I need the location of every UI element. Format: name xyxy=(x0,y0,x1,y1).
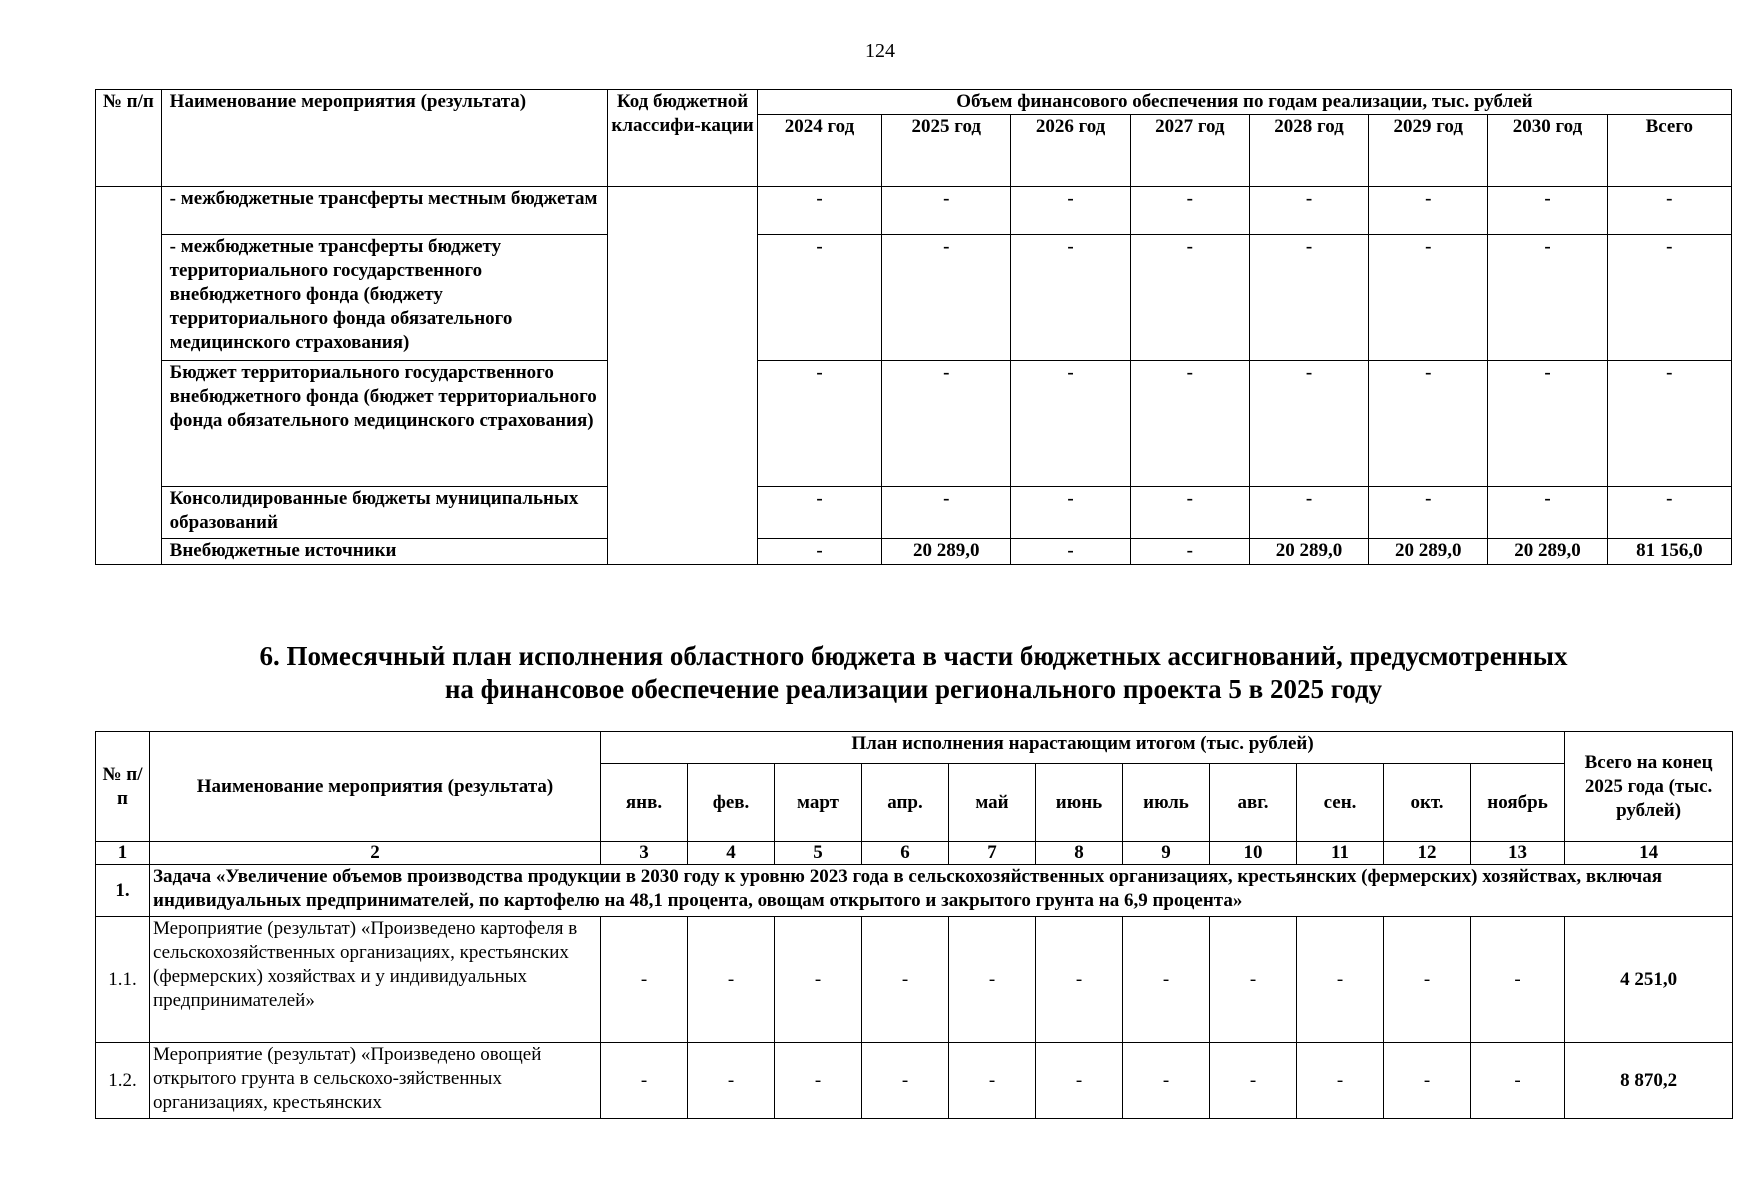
column-number: 14 xyxy=(1565,842,1733,865)
table-row xyxy=(96,235,1732,361)
column-number: 13 xyxy=(1471,842,1565,865)
cell-value: - xyxy=(601,1043,688,1119)
cell-value: - xyxy=(1384,917,1471,1043)
column-number: 6 xyxy=(862,842,949,865)
column-number: 9 xyxy=(1123,842,1210,865)
cell-value: - xyxy=(1607,487,1731,539)
cell-value: - xyxy=(1607,187,1731,235)
cell-value: - xyxy=(1249,487,1368,539)
cell-value: 81 156,0 xyxy=(1607,539,1731,565)
cell-value: - xyxy=(775,917,862,1043)
cell-value: 20 289,0 xyxy=(1369,539,1488,565)
cell-value: - xyxy=(1488,235,1607,361)
header-name: Наименование мероприятия (результата) xyxy=(150,732,601,842)
cell-value: - xyxy=(1297,917,1384,1043)
header-month: июнь xyxy=(1036,764,1123,842)
header-financing-group: Объем финансового обеспечения по годам реализации, тыс. рублей xyxy=(757,90,1731,115)
table-row xyxy=(96,487,1732,539)
header-month: янв. xyxy=(601,764,688,842)
cell-value: - xyxy=(1130,361,1249,487)
header-year: 2026 год xyxy=(1011,115,1130,187)
section-title xyxy=(95,640,1732,706)
header-year: 2027 год xyxy=(1130,115,1249,187)
row-num-empty xyxy=(96,187,162,565)
row-num: 1.1. xyxy=(96,917,150,1043)
header-year: 2029 год xyxy=(1369,115,1488,187)
row-total: 4 251,0 xyxy=(1565,917,1733,1043)
header-total: Всего xyxy=(1607,115,1731,187)
header-year: 2028 год xyxy=(1249,115,1368,187)
cell-value: - xyxy=(1011,487,1130,539)
cell-value: - xyxy=(882,361,1011,487)
column-number: 1 xyxy=(96,842,150,865)
table-row xyxy=(96,361,1732,487)
header-plan-group: План исполнения нарастающим итогом (тыс. рублей) xyxy=(601,732,1565,764)
table-row xyxy=(96,1043,1733,1119)
cell-value: - xyxy=(1488,487,1607,539)
cell-value: - xyxy=(1036,1043,1123,1119)
cell-value: - xyxy=(1011,235,1130,361)
cell-value: - xyxy=(775,1043,862,1119)
cell-value: - xyxy=(1369,235,1488,361)
column-number: 3 xyxy=(601,842,688,865)
header-year: 2025 год xyxy=(882,115,1011,187)
row-code-empty xyxy=(608,187,758,565)
column-number: 8 xyxy=(1036,842,1123,865)
column-number-row xyxy=(96,842,1733,865)
cell-value: - xyxy=(1123,917,1210,1043)
cell-value: 20 289,0 xyxy=(1249,539,1368,565)
column-number: 5 xyxy=(775,842,862,865)
cell-value: - xyxy=(601,917,688,1043)
cell-value: - xyxy=(882,487,1011,539)
cell-value: - xyxy=(1011,187,1130,235)
row-name: Мероприятие (результат) «Произведено картофеля в сельскохозяйственных организациях, крестьянских (фермерских) хозяйствах и у индивидуальных предпринимателей» xyxy=(150,917,601,1043)
header-month: март xyxy=(775,764,862,842)
column-number: 12 xyxy=(1384,842,1471,865)
cell-value: - xyxy=(862,917,949,1043)
column-number: 10 xyxy=(1210,842,1297,865)
column-number: 4 xyxy=(688,842,775,865)
table-row xyxy=(96,539,1732,565)
header-year: 2024 год xyxy=(757,115,881,187)
cell-value: - xyxy=(1369,361,1488,487)
cell-value: - xyxy=(1607,235,1731,361)
header-name: Наименование мероприятия (результата) xyxy=(161,90,608,187)
header-month: июль xyxy=(1123,764,1210,842)
row-name: Внебюджетные источники xyxy=(161,539,608,565)
cell-value: - xyxy=(1471,917,1565,1043)
row-total: 8 870,2 xyxy=(1565,1043,1733,1119)
cell-value: - xyxy=(757,361,881,487)
cell-value: - xyxy=(757,235,881,361)
cell-value: - xyxy=(882,235,1011,361)
cell-value: - xyxy=(1011,539,1130,565)
financing-table xyxy=(95,89,1732,565)
section-title-line: на финансовое обеспечение реализации регионального проекта 5 в 2025 году xyxy=(444,674,1383,704)
cell-value: - xyxy=(1130,539,1249,565)
cell-value: - xyxy=(1036,917,1123,1043)
task-row xyxy=(96,865,1733,917)
section-title-line: 6. Помесячный план исполнения областного бюджета в части бюджетных ассигнований, предусмотренных xyxy=(259,641,1568,671)
header-num: № п/п xyxy=(96,90,162,187)
cell-value: - xyxy=(1011,361,1130,487)
task-text: Задача «Увеличение объемов производства продукции в 2030 году к уровню 2023 года в сельскохозяйственных организациях, крестьянских (фермерских) хозяйствах, включая индивидуальных предпринимателей, по картофелю на 48,1 процента, овощам открытого и закрытого грунта на 6,9 процента» xyxy=(150,865,1733,917)
header-month: ноябрь xyxy=(1471,764,1565,842)
task-num: 1. xyxy=(96,865,150,917)
row-name: Консолидированные бюджеты муниципальных образований xyxy=(161,487,608,539)
header-month: окт. xyxy=(1384,764,1471,842)
cell-value: 20 289,0 xyxy=(882,539,1011,565)
cell-value: - xyxy=(757,187,881,235)
header-month: апр. xyxy=(862,764,949,842)
page-number: 124 xyxy=(865,40,895,62)
row-num: 1.2. xyxy=(96,1043,150,1119)
header-total: Всего на конец 2025 года (тыс. рублей) xyxy=(1565,732,1733,842)
cell-value: - xyxy=(1249,235,1368,361)
cell-value: - xyxy=(757,487,881,539)
cell-value: - xyxy=(949,917,1036,1043)
cell-value: - xyxy=(688,917,775,1043)
cell-value: - xyxy=(1249,187,1368,235)
cell-value: - xyxy=(757,539,881,565)
row-name: Бюджет территориального государственного внебюджетного фонда (бюджет территориального фонда обязательного медицинского страхования) xyxy=(161,361,608,487)
column-number: 11 xyxy=(1297,842,1384,865)
cell-value: - xyxy=(1130,235,1249,361)
table-row xyxy=(96,917,1733,1043)
header-code: Код бюджетной классифи-кации xyxy=(608,90,758,187)
cell-value: - xyxy=(1471,1043,1565,1119)
header-year: 2030 год xyxy=(1488,115,1607,187)
cell-value: - xyxy=(1369,487,1488,539)
cell-value: 20 289,0 xyxy=(1488,539,1607,565)
row-name: - межбюджетные трансферты местным бюджетам xyxy=(161,187,608,235)
header-month: май xyxy=(949,764,1036,842)
cell-value: - xyxy=(1607,361,1731,487)
cell-value: - xyxy=(1488,187,1607,235)
cell-value: - xyxy=(1384,1043,1471,1119)
cell-value: - xyxy=(949,1043,1036,1119)
header-num: № п/п xyxy=(96,732,150,842)
cell-value: - xyxy=(1130,487,1249,539)
cell-value: - xyxy=(1249,361,1368,487)
row-name: - межбюджетные трансферты бюджету территориального государственного внебюджетного фонда (бюджету территориального фонда обязательного медицинского страхования) xyxy=(161,235,608,361)
cell-value: - xyxy=(688,1043,775,1119)
cell-value: - xyxy=(862,1043,949,1119)
header-month: сен. xyxy=(1297,764,1384,842)
cell-value: - xyxy=(1369,187,1488,235)
header-month: авг. xyxy=(1210,764,1297,842)
cell-value: - xyxy=(882,187,1011,235)
cell-value: - xyxy=(1123,1043,1210,1119)
column-number: 2 xyxy=(150,842,601,865)
column-number: 7 xyxy=(949,842,1036,865)
cell-value: - xyxy=(1488,361,1607,487)
header-month: фев. xyxy=(688,764,775,842)
cell-value: - xyxy=(1130,187,1249,235)
cell-value: - xyxy=(1210,1043,1297,1119)
row-name: Мероприятие (результат) «Произведено овощей открытого грунта в сельскохо-зяйственных организациях, крестьянских xyxy=(150,1043,601,1119)
monthly-plan-table xyxy=(95,731,1733,1119)
table-row xyxy=(96,187,1732,235)
cell-value: - xyxy=(1297,1043,1384,1119)
cell-value: - xyxy=(1210,917,1297,1043)
